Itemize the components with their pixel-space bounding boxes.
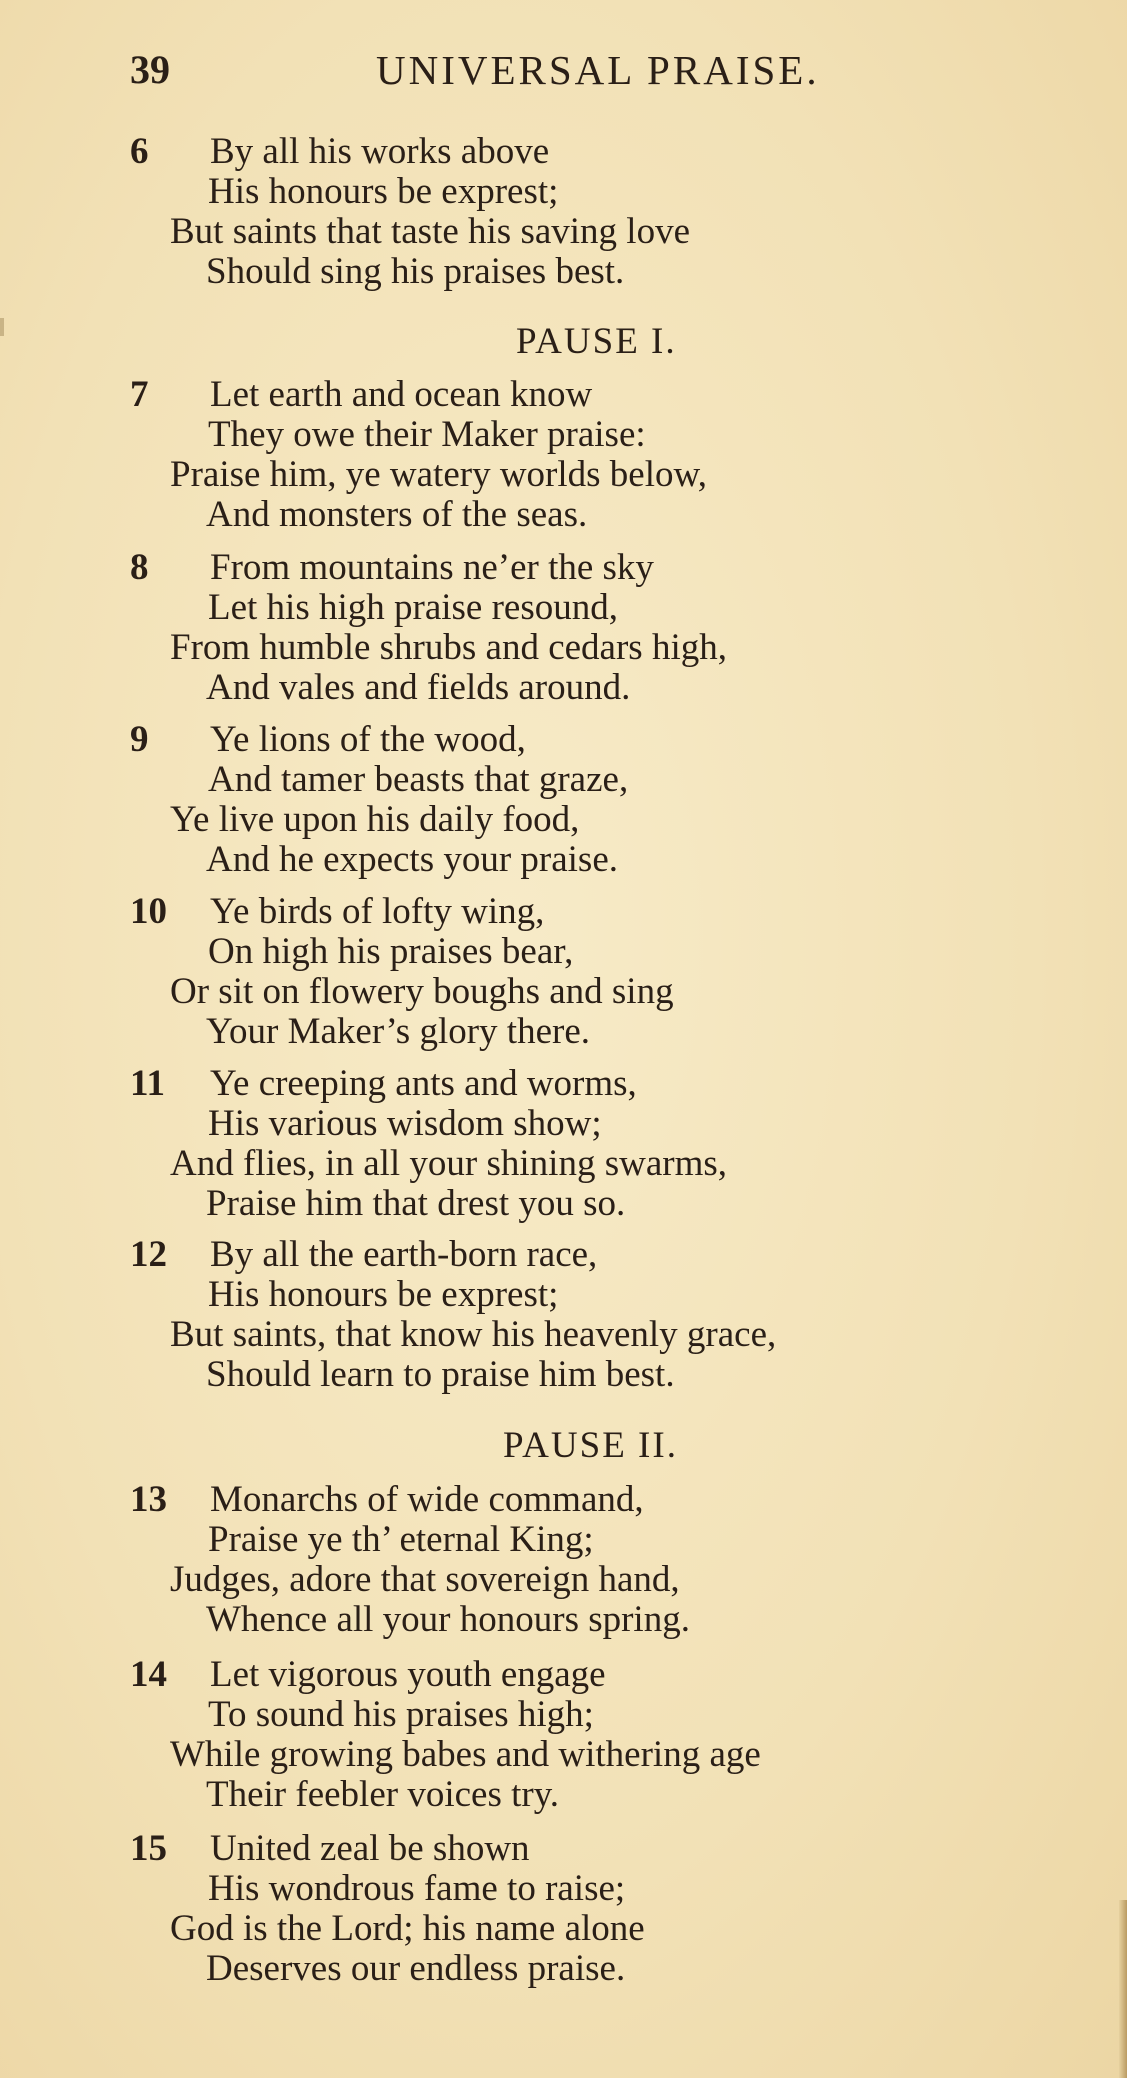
verse-line: From mountains ne’er the sky (210, 547, 654, 588)
stanza-number: 10 (130, 891, 167, 932)
verse-line: Should sing his praises best. (206, 251, 625, 292)
verse-line: Ye birds of lofty wing, (210, 891, 545, 932)
stanza-number: 12 (130, 1234, 167, 1275)
page-header (130, 46, 1010, 106)
verse-line: Praise him, ye watery worlds below, (170, 454, 708, 495)
verse-line: On high his praises bear, (208, 931, 574, 972)
verse-line: And flies, in all your shining swarms, (170, 1143, 728, 1184)
verse-line: But saints, that know his heavenly grace, (170, 1314, 777, 1355)
verse-line: Judges, adore that sovereign hand, (170, 1559, 680, 1600)
verse-line: Whence all your honours spring. (206, 1599, 690, 1640)
verse-line: Monarchs of wide command, (210, 1479, 644, 1520)
stanza-number: 11 (130, 1063, 165, 1104)
stanza-number: 7 (130, 374, 149, 415)
verse-line: Ye live upon his daily food, (170, 799, 580, 840)
running-title: UNIVERSAL PRAISE. (376, 47, 820, 93)
verse-line: Deserves our endless praise. (206, 1948, 626, 1989)
verse-line: Let his high praise resound, (208, 587, 618, 628)
gutter-mark (0, 318, 4, 336)
stanza-number: 14 (130, 1654, 167, 1695)
stanza-number: 15 (130, 1828, 167, 1869)
verse-line: Your Maker’s glory there. (206, 1011, 591, 1052)
page-number: 39 (130, 47, 170, 92)
verse-line: By all his works above (210, 131, 550, 172)
page-edge-shadow (1119, 1900, 1127, 2078)
pause-heading: PAUSE II. (503, 1425, 678, 1466)
verse-line: His honours be exprest; (208, 1274, 559, 1315)
stanza-number: 8 (130, 547, 149, 588)
verse-line: And monsters of the seas. (206, 494, 588, 535)
verse-line: But saints that taste his saving love (170, 211, 691, 252)
verse-line: His wondrous fame to raise; (208, 1868, 626, 1909)
verse-line: While growing babes and withering age (170, 1734, 761, 1775)
verse-line: From humble shrubs and cedars high, (170, 627, 727, 668)
verse-line: They owe their Maker praise: (208, 414, 646, 455)
stanza-number: 13 (130, 1479, 167, 1520)
verse-line: And he expects your praise. (206, 839, 619, 880)
verse-line: Should learn to praise him best. (206, 1354, 675, 1395)
verse-line: Praise him that drest you so. (206, 1183, 626, 1224)
verse-line: Praise ye th’ eternal King; (208, 1519, 594, 1560)
verse-line: His honours be exprest; (208, 171, 559, 212)
verse-line: His various wisdom show; (208, 1103, 602, 1144)
verse-line: Their feebler voices try. (206, 1774, 560, 1815)
verse-line: Let vigorous youth engage (210, 1654, 606, 1695)
stanza-number: 9 (130, 719, 149, 760)
verse-line: God is the Lord; his name alone (170, 1908, 645, 1949)
verse-line: And tamer beasts that graze, (208, 759, 629, 800)
stanza-number: 6 (130, 131, 149, 172)
verse-line: And vales and fields around. (206, 667, 631, 708)
verse-line: United zeal be shown (210, 1828, 530, 1869)
verse-line: Ye lions of the wood, (210, 719, 526, 760)
verse-line: Let earth and ocean know (210, 374, 593, 415)
verse-line: By all the earth-born race, (210, 1234, 598, 1275)
pause-heading: PAUSE I. (516, 321, 677, 362)
verse-line: Ye creeping ants and worms, (210, 1063, 637, 1104)
verse-line: To sound his praises high; (208, 1694, 594, 1735)
verse-line: Or sit on flowery boughs and sing (170, 971, 674, 1012)
